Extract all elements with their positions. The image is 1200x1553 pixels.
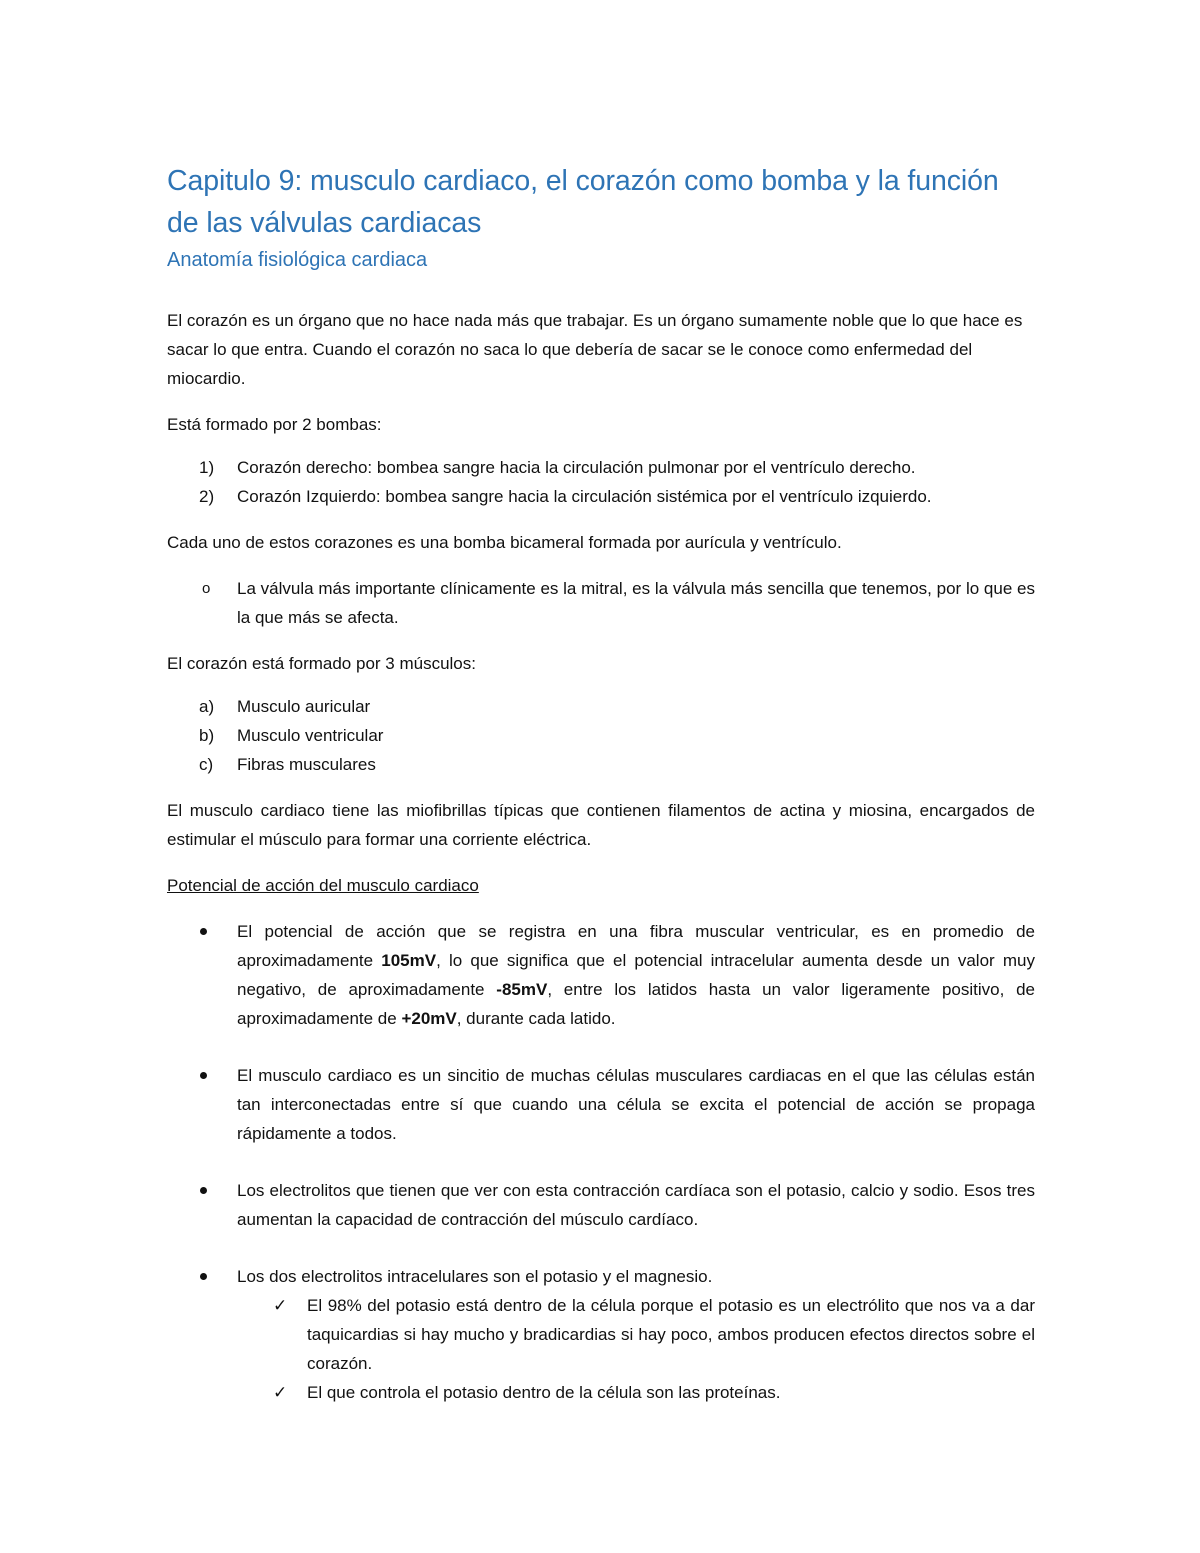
potencial-heading: Potencial de acción del musculo cardiaco (167, 876, 479, 895)
bullet-electrolitos (167, 1176, 1035, 1234)
valvula-text: La válvula más importante clínicamente es la mitral, es la válvula más sencilla que tenemos, por lo que es la que más se afecta. (237, 579, 1035, 627)
bullet-intracelulares (167, 1262, 1035, 1291)
list-marker: a) (199, 697, 215, 716)
bullet-text: Los electrolitos que tienen que ver con esta contracción cardíaca son el potasio, calcio y sodio. Esos tres aumentan la capacidad de contracción del músculo cardíaco. (237, 1181, 1035, 1229)
chapter-title: Capitulo 9: musculo cardiaco, el corazón como bomba y la función de las válvulas cardiacas (167, 165, 999, 239)
value-20mv: +20mV (401, 1009, 457, 1028)
list-marker: 1) (199, 458, 215, 477)
list-item-text: Corazón Izquierdo: bombea sangre hacia la circulación sistémica por el ventrículo izquierdo. (237, 487, 932, 506)
list-marker: b) (199, 726, 215, 745)
checkmark-icon: ✓ (273, 1296, 288, 1315)
text-run: , durante cada latido. (456, 1009, 616, 1028)
document-page (167, 160, 1035, 1407)
bombas-list (167, 453, 1035, 511)
text-run: , lo que significa que el potencial intracelular aumenta desde un valor muy negativo, de aproximadamente (237, 951, 1035, 999)
bullet-icon (200, 1072, 207, 1079)
list-item (167, 692, 1035, 721)
bombas-intro: Está formado por 2 bombas: (167, 415, 382, 434)
bicameral-paragraph: Cada uno de estos corazones es una bomba bicameral formada por aurícula y ventrículo. (167, 533, 842, 552)
bullet-text: El musculo cardiaco es un sincitio de muchas células musculares cardiacas en el que las células están tan interconectadas entre sí que cuando una célula se excita el potencial de acción se propaga rápidamente a todos. (237, 1066, 1035, 1143)
list-item (167, 721, 1035, 750)
musculos-intro: El corazón está formado por 3 músculos: (167, 654, 476, 673)
list-item-text: Fibras musculares (237, 755, 376, 774)
value-85mv: -85mV (496, 980, 548, 999)
bullet-icon (200, 1187, 207, 1194)
valvula-item (167, 574, 1035, 632)
text-run: , entre los latidos hasta un valor ligeramente positivo, de aproximadamente de (237, 980, 1035, 1028)
bullet-potencial (167, 917, 1035, 1033)
check-text: El 98% del potasio está dentro de la célula porque el potasio es un electrólito que nos va a dar taquicardias si hay mucho y bradicardias si hay poco, ambos producen efectos directos sobre el corazón. (307, 1296, 1035, 1373)
bullet-text: Los dos electrolitos intracelulares son el potasio y el magnesio. (237, 1267, 713, 1286)
list-marker: c) (199, 755, 214, 774)
checkmark-icon: ✓ (273, 1383, 288, 1402)
bullet-text (237, 922, 1035, 1028)
section-subtitle: Anatomía fisiológica cardiaca (167, 249, 428, 271)
list-item-text: Musculo ventricular (237, 726, 384, 745)
list-item (167, 482, 1035, 511)
list-item (167, 453, 1035, 482)
value-105mv: 105mV (381, 951, 437, 970)
bullet-icon (200, 928, 207, 935)
list-marker: 2) (199, 487, 215, 506)
musculos-list (167, 692, 1035, 779)
text-run: El potencial de acción que se registra en una fibra muscular ventricular, es en promedio de aproximadamente (237, 922, 1035, 970)
list-item (167, 750, 1035, 779)
bullet-sincitio (167, 1061, 1035, 1148)
intro-paragraph: El corazón es un órgano que no hace nada más que trabajar. Es un órgano sumamente noble que lo que hace es sacar lo que entra. Cuando el corazón no saca lo que debería de sacar se le conoce como enfermedad del miocardio. (167, 311, 1023, 388)
miofibrillas-paragraph: El musculo cardiaco tiene las miofibrillas típicas que contienen filamentos de actina y miosina, encargados de estimular el músculo para formar una corriente eléctrica. (167, 801, 1035, 849)
circle-bullet-icon: o (202, 580, 211, 597)
check-item-proteinas (167, 1378, 1035, 1407)
list-item-text: Musculo auricular (237, 697, 371, 716)
check-item-potasio (167, 1291, 1035, 1378)
bullet-icon (200, 1273, 207, 1280)
list-item-text: Corazón derecho: bombea sangre hacia la circulación pulmonar por el ventrículo derecho. (237, 458, 916, 477)
check-text: El que controla el potasio dentro de la célula son las proteínas. (307, 1383, 781, 1402)
